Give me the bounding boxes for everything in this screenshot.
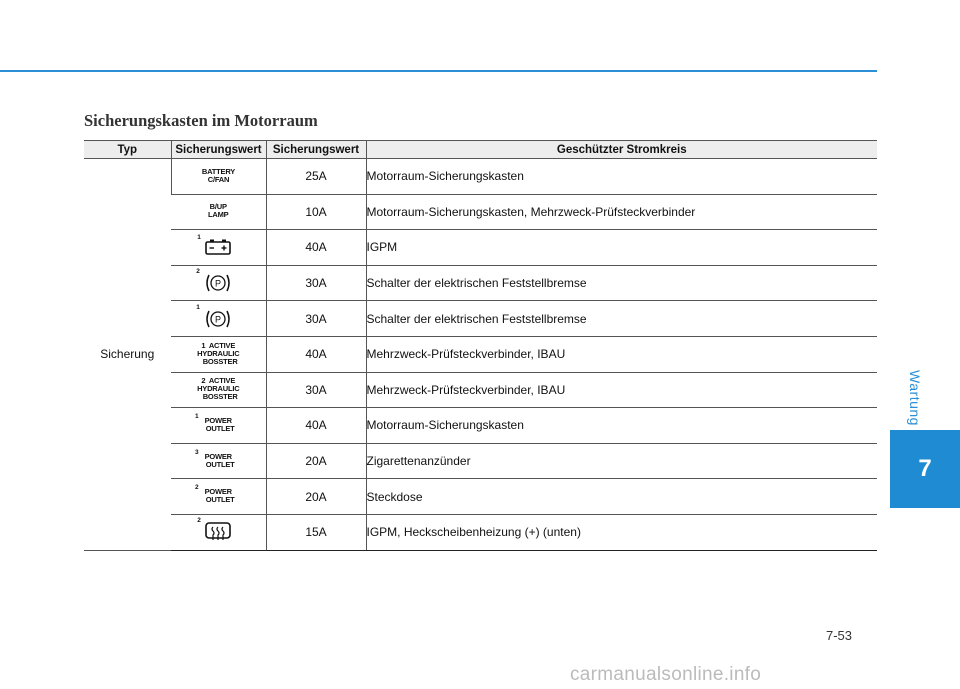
fuse-symbol-label: 2 ACTIVE HYDRAULIC BOSSTER xyxy=(197,376,240,402)
fuse-table-body xyxy=(84,159,877,551)
rating-cell: 10A xyxy=(266,194,366,230)
page-number: 7-53 xyxy=(826,628,853,643)
table-row xyxy=(84,159,877,195)
fuse-symbol-label: POWER OUTLET xyxy=(204,487,235,505)
symbol-cell xyxy=(171,336,266,372)
symbol-cell xyxy=(171,514,266,550)
symbol-cell xyxy=(171,408,266,444)
symbol-cell xyxy=(171,159,266,195)
rating-cell: 30A xyxy=(266,301,366,337)
fuse-symbol xyxy=(194,412,235,433)
fuse-symbol-index: 2 xyxy=(194,484,199,492)
chapter-tab: 7 xyxy=(890,430,960,508)
fuse-symbol xyxy=(197,234,232,256)
table-row xyxy=(84,301,877,337)
fuse-symbol-index: 2 xyxy=(197,517,201,525)
circuit-cell: Schalter der elektrischen Feststellbremse xyxy=(366,265,877,301)
table-row xyxy=(84,265,877,301)
parking-brake-icon xyxy=(203,275,233,289)
circuit-cell: Motorraum-Sicherungskasten xyxy=(366,159,877,195)
table-row xyxy=(84,230,877,266)
fuse-table xyxy=(84,140,877,551)
type-cell: Sicherung xyxy=(84,159,171,551)
table-row xyxy=(84,479,877,515)
fuse-symbol xyxy=(197,517,232,543)
fuse-symbol-label: POWER OUTLET xyxy=(204,415,235,433)
rating-cell: 30A xyxy=(266,265,366,301)
table-row xyxy=(84,372,877,408)
table-row xyxy=(84,194,877,230)
fuse-symbol xyxy=(194,484,235,505)
circuit-cell: Mehrzweck-Prüfsteckverbinder, IBAU xyxy=(366,372,877,408)
fuse-symbol xyxy=(196,303,233,330)
watermark: carmanualsonline.info xyxy=(570,664,762,685)
fuse-symbol-label: 1 ACTIVE HYDRAULIC BOSSTER xyxy=(197,340,240,366)
table-row xyxy=(84,408,877,444)
circuit-cell: Mehrzweck-Prüfsteckverbinder, IBAU xyxy=(366,336,877,372)
svg-text:P: P xyxy=(215,314,222,325)
circuit-cell: Zigarettenanzünder xyxy=(366,443,877,479)
header-rating: Sicherungswert xyxy=(266,141,366,159)
symbol-cell xyxy=(171,265,266,301)
table-row xyxy=(84,336,877,372)
side-section-label xyxy=(894,365,936,430)
table-row xyxy=(84,514,877,550)
symbol-cell xyxy=(171,230,266,266)
rating-cell: 20A xyxy=(266,443,366,479)
fuse-symbol xyxy=(202,168,235,184)
fuse-symbol-index: 1 xyxy=(197,234,201,242)
symbol-cell xyxy=(171,443,266,479)
rating-cell: 40A xyxy=(266,336,366,372)
circuit-cell: IGPM, Heckscheibenheizung (+) (unten) xyxy=(366,514,877,550)
header-circuit: Geschützter Stromkreis xyxy=(366,141,877,159)
circuit-cell: Motorraum-Sicherungskasten, Mehrzweck-Prüfsteckverbinder xyxy=(366,194,877,230)
top-rule xyxy=(0,70,877,72)
circuit-cell: Motorraum-Sicherungskasten xyxy=(366,408,877,444)
fuse-symbol xyxy=(197,342,239,366)
table-header-row xyxy=(84,141,877,159)
battery-icon xyxy=(204,240,232,254)
side-section-label-text: Wartung xyxy=(907,369,924,426)
header-type: Typ xyxy=(84,141,171,159)
rating-cell: 30A xyxy=(266,372,366,408)
rating-cell: 20A xyxy=(266,479,366,515)
rating-cell: 40A xyxy=(266,230,366,266)
circuit-cell: IGPM xyxy=(366,230,877,266)
rear-defroster-icon xyxy=(204,524,232,538)
fuse-symbol-label: POWER OUTLET xyxy=(204,451,235,469)
circuit-cell: Steckdose xyxy=(366,479,877,515)
fuse-symbol xyxy=(194,448,235,469)
fuse-symbol-label: B/UP LAMP xyxy=(208,202,229,220)
rating-cell: 15A xyxy=(266,514,366,550)
rating-cell: 40A xyxy=(266,408,366,444)
svg-text:P: P xyxy=(215,278,222,289)
symbol-cell xyxy=(171,372,266,408)
header-symbol: Sicherungswert xyxy=(171,141,266,159)
fuse-symbol xyxy=(208,203,228,219)
parking-brake-icon xyxy=(203,311,233,325)
table-row xyxy=(84,443,877,479)
symbol-cell xyxy=(171,301,266,337)
fuse-symbol-index: 1 xyxy=(194,412,199,420)
symbol-cell xyxy=(171,479,266,515)
fuse-symbol-index: 2 xyxy=(196,268,200,276)
symbol-cell xyxy=(171,194,266,230)
fuse-symbol-index: 3 xyxy=(194,448,199,456)
section-title: Sicherungskasten im Motorraum xyxy=(84,111,318,130)
fuse-symbol xyxy=(196,268,233,294)
rating-cell: 25A xyxy=(266,159,366,195)
fuse-symbol-label: BATTERY C/FAN xyxy=(201,166,236,184)
circuit-cell: Schalter der elektrischen Feststellbremse xyxy=(366,301,877,337)
fuse-symbol xyxy=(197,377,239,401)
fuse-symbol-index: 1 xyxy=(196,303,200,311)
